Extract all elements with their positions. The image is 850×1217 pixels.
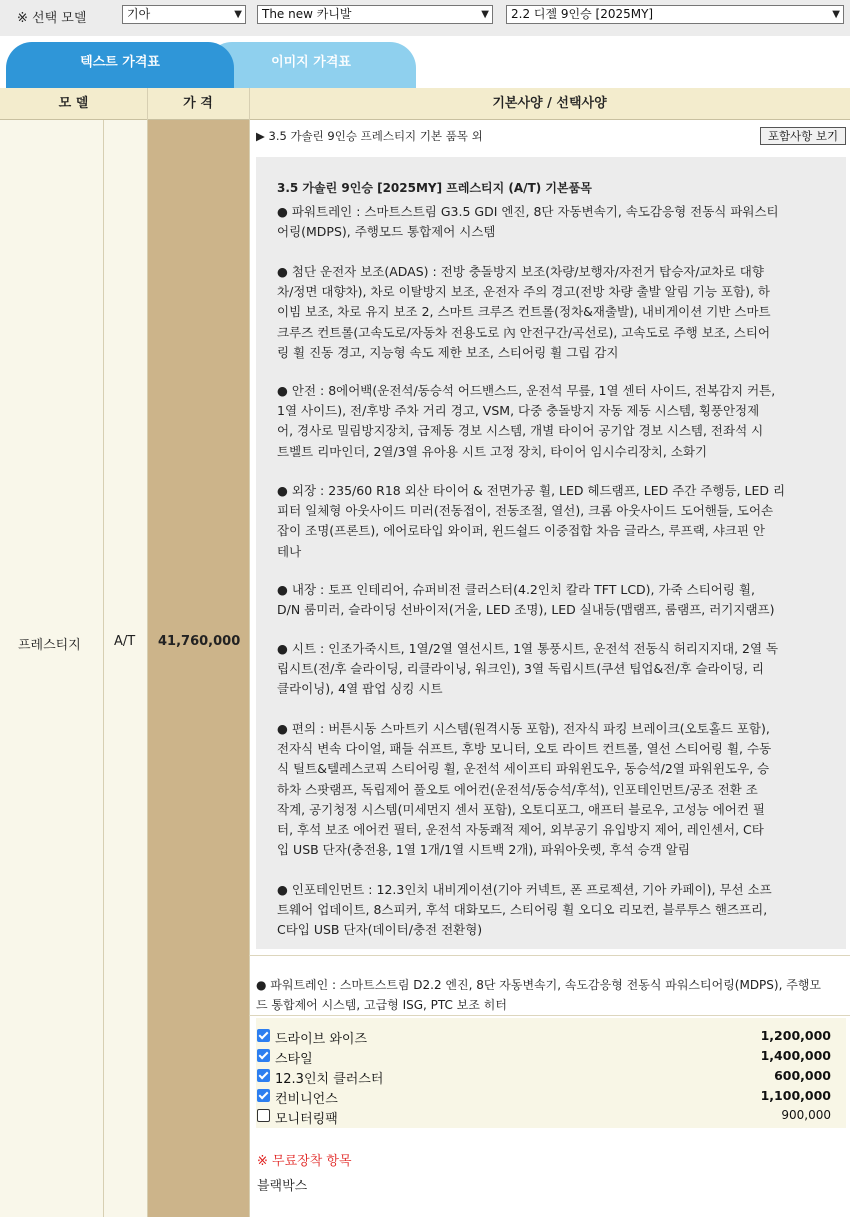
model-cell: [0, 120, 103, 1217]
checkbox-checked[interactable]: [257, 1029, 270, 1042]
checkbox-checked[interactable]: [257, 1069, 270, 1082]
checkbox-unchecked[interactable]: [257, 1109, 270, 1122]
option-price: 1,200,000: [760, 1028, 831, 1043]
trim-price: 41,760,000: [158, 634, 241, 649]
spec-paragraph-infotainment: ● 인포테인먼트 : 12.3인치 내비게이션(기아 커넥트, 폰 프로젝션, 기아 카페이), 무선 소프 트웨어 업데이트, 8스피커, 후석 대화모드, 스티어링 휠 오디오 리모컨, 블루투스 핸즈프리, C타입 USB 단자(데이터/충전 전환형): [277, 882, 772, 938]
spec-paragraph-safety: ● 안전 : 8에어백(운전석/동승석 어드밴스드, 운전석 무릎, 1열 센터 사이드, 전복감지 커튼, 1열 사이드), 전/후방 주차 거리 경고, VSM, 다중 충돌방지 자동 제동 시스템, 횡풍안정제 어, 경사로 밀림방지장치, 급제동 경보 시스템, 개별 타이어 공기압 경보 시스템, 전좌석 시 트벨트 리마인더, 2열/3열 유아용 시트 고정 장치, 타이어 임시수리장치, 소화기: [277, 383, 776, 459]
column-divider: [103, 120, 104, 1217]
free-install-title: ※ 무료장착 항목: [257, 1154, 352, 1169]
trim-select[interactable]: [506, 5, 844, 24]
model-select-value: The new 카니발: [262, 7, 352, 21]
checkbox-checked[interactable]: [257, 1089, 270, 1102]
row-divider: [249, 1015, 850, 1016]
option-price: 600,000: [774, 1068, 831, 1083]
brand-select[interactable]: [122, 5, 246, 24]
view-inclusions-button[interactable]: 포함사항 보기: [760, 127, 846, 145]
spec-paragraph-exterior: ● 외장 : 235/60 R18 외산 타이어 & 전면가공 휠, LED 헤드램프, LED 주간 주행등, LED 리 피터 일체형 아웃사이드 미러(전동접이, 전동조절, 열선), 크롬 아웃사이드 도어핸들, 도어손 잡이 조명(프론트), 에어로타입 와이퍼, 윈드쉴드 이중접합 차음 글라스, 루프랙, 샤크핀 안 테나: [277, 483, 786, 559]
option-name: 12.3인치 클러스터: [275, 1072, 384, 1087]
option-style[interactable]: [257, 1047, 837, 1065]
option-name: 드라이브 와이즈: [275, 1032, 368, 1047]
option-price: 1,400,000: [760, 1048, 831, 1063]
row-divider: [249, 955, 850, 956]
transmission-type: A/T: [114, 634, 136, 649]
chevron-down-icon: ▼: [832, 9, 840, 20]
option-drive-wise[interactable]: [257, 1027, 837, 1045]
spec-paragraph-powertrain: ● 파워트레인 : 스마트스트림 G3.5 GDI 엔진, 8단 자동변속기, 속도감응형 전동식 파워스티 어링(MDPS), 주행모드 통합제어 시스템: [277, 204, 779, 240]
header-price: 가 격: [147, 88, 249, 120]
column-divider: [147, 88, 148, 1217]
spec-paragraph-convenience: ● 편의 : 버튼시동 스마트키 시스템(원격시동 포함), 전자식 파킹 브레이크(오토홀드 포함), 전자식 변속 다이얼, 패들 쉬프트, 후방 모니터, 오토 라이트 컨트롤, 열선 스티어링 휠, 수동 식 틸트&텔레스코픽 스티어링 휠, 운전석 세이프티 파워윈도우, 동승석/2열 파워윈도우, 승 하차 스팟램프, 독립제어 풀오토 에어컨(운전석/동승석/후석), 인포테인먼트/공조 전환 조 작계, 공기청정 시스템(미세먼지 센서 포함), 오토디포그, 애프터 블로우, 고성능 에어컨 필 터, 후석 보조 에어컨 필터, 운전석 자동쾌적 제어, 외부공기 유입방지 제어, 레인센서, C타 입 USB 단자(충전용, 1열 1개/1열 시트백 2개), 파워아웃렛, 후석 승객 알림: [277, 721, 772, 858]
basic-items-title: 3.5 가솔린 9인승 [2025MY] 프레스티지 (A/T) 기본품목: [277, 181, 592, 195]
option-convenience[interactable]: [257, 1087, 837, 1105]
option-monitoring-pack[interactable]: [257, 1107, 837, 1125]
option-name: 컨비니언스: [275, 1092, 338, 1107]
trim-select-value: 2.2 디젤 9인승 [2025MY]: [511, 7, 654, 21]
model-select[interactable]: [257, 5, 493, 24]
free-install-item: 블랙박스: [257, 1179, 308, 1194]
selector-label: ※ 선택 모델: [17, 11, 87, 26]
spec-summary: ▶ 3.5 가솔린 9인승 프레스티지 기본 품목 외: [256, 129, 483, 143]
column-divider: [249, 88, 250, 1217]
spec-paragraph-seats: ● 시트 : 인조가죽시트, 1열/2열 열선시트, 1열 통풍시트, 운전석 전동식 허리지지대, 2열 독 립시트(전/후 슬라이딩, 리클라이닝, 워크인), 3열 독립시트(쿠션 팁업&전/후 슬라이딩, 리 클라이닝), 4열 팝업 싱킹 시트: [277, 641, 779, 697]
header-model: 모 델: [0, 88, 147, 120]
checkbox-checked[interactable]: [257, 1049, 270, 1062]
chevron-down-icon: ▼: [234, 9, 242, 20]
trim-name: 프레스티지: [18, 638, 81, 653]
price-cell: [147, 120, 249, 1217]
brand-select-value: 기아: [127, 7, 151, 21]
spec-paragraph-interior: ● 내장 : 토프 인테리어, 슈퍼비전 클러스터(4.2인치 칼라 TFT LCD), 가죽 스티어링 휠, D/N 룸미러, 슬라이딩 선바이저(거울, LED 조명), LED 실내등(맵램프, 룸램프, 러기지램프): [277, 582, 775, 618]
transmission-cell: [103, 120, 147, 1217]
spec-paragraph-adas: ● 첨단 운전자 보조(ADAS) : 전방 충돌방지 보조(차량/보행자/자전거 탑승자/교차로 대향 차/정면 대향차), 차로 이탈방지 보조, 운전자 주의 경고(전방 차량 출발 알림 기능 포함), 하 이빔 보조, 차로 유지 보조 2, 스마트 크루즈 컨트롤(정차&재출발), 내비게이션 기반 스마트 크루즈 컨트롤(고속도로/자동차 전용도로 內 안전구간/곡선로), 고속도로 주행 보조, 스티어 링 휠 진동 경고, 지능형 속도 제한 보조, 스티어링 휠 그립 감지: [277, 264, 771, 360]
price-table-tabs: [0, 36, 850, 88]
tab-text-pricelist[interactable]: 텍스트 가격표: [6, 42, 234, 88]
option-price: 900,000: [781, 1108, 831, 1122]
tab-image-pricelist[interactable]: 이미지 가격표: [206, 42, 416, 88]
option-price: 1,100,000: [760, 1088, 831, 1103]
option-name: 모니터링팩: [275, 1112, 338, 1127]
header-spec: 기본사양 / 선택사양: [249, 88, 850, 120]
model-selector-bar: [0, 0, 850, 36]
option-cluster[interactable]: [257, 1067, 837, 1085]
option-name: 스타일: [275, 1052, 313, 1067]
extra-spec-paragraph: ● 파워트레인 : 스마트스트림 D2.2 엔진, 8단 자동변속기, 속도감응형 전동식 파워스티어링(MDPS), 주행모 드 통합제어 시스템, 고급형 ISG, PTC 보조 히터: [256, 978, 822, 1012]
chevron-down-icon: ▼: [481, 9, 489, 20]
